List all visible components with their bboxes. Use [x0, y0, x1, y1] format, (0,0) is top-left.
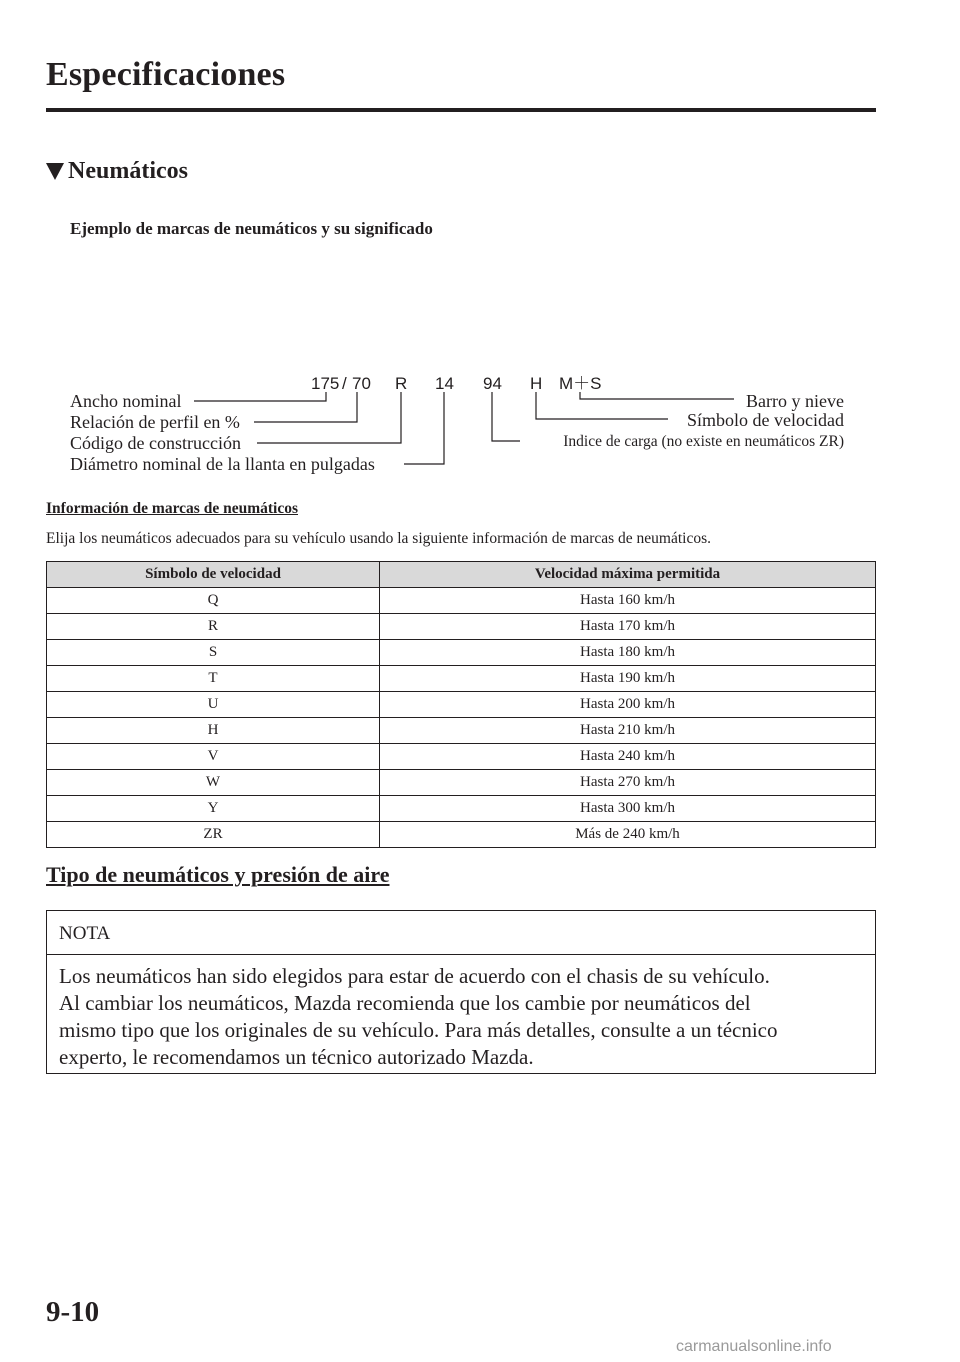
leader-relacion — [254, 392, 357, 422]
info-text: Elija los neumáticos adecuados para su vehículo usando la siguiente información de marcas de neumáticos. — [46, 530, 711, 547]
section-title-text: Neumáticos — [68, 158, 188, 184]
code-ms: M＋S — [559, 374, 602, 393]
table-cell-symbol: Y — [47, 796, 380, 822]
label-indice-carga: Indice de carga (no existe en neumáticos ZR) — [563, 433, 844, 450]
leader-barro — [580, 392, 734, 399]
code-load: 94 — [483, 374, 502, 393]
label-simbolo-velocidad: Símbolo de velocidad — [687, 410, 844, 430]
page-header-title: Especificaciones — [46, 56, 286, 93]
table-cell-speed: Hasta 300 km/h — [380, 796, 876, 822]
note-line: Los neumáticos han sido elegidos para estar de acuerdo con el chasis de su vehículo. — [59, 964, 770, 988]
table-row — [47, 692, 876, 718]
watermark: carmanualsonline.info — [676, 1338, 832, 1355]
code-ratio: 70 — [352, 374, 371, 393]
note-divider — [47, 954, 875, 955]
table-cell-symbol: Q — [47, 588, 380, 614]
table-cell-symbol: ZR — [47, 822, 380, 848]
leader-indice — [492, 392, 520, 441]
header-rule — [46, 108, 876, 112]
leader-codigo — [257, 392, 401, 443]
code-speed: H — [530, 374, 543, 393]
label-ancho-nominal: Ancho nominal — [70, 391, 182, 411]
table-cell-symbol: T — [47, 666, 380, 692]
down-triangle-icon — [46, 163, 64, 180]
info-heading: Información de marcas de neumáticos — [46, 500, 298, 517]
code-construction: R — [395, 374, 408, 393]
table-header-max-speed: Velocidad máxima permitida — [380, 562, 876, 588]
table-row — [47, 640, 876, 666]
table-row — [47, 770, 876, 796]
table-cell-symbol: R — [47, 614, 380, 640]
tipo-heading: Tipo de neumáticos y presión de aire — [46, 862, 390, 887]
table-row — [47, 796, 876, 822]
table-cell-speed: Hasta 210 km/h — [380, 718, 876, 744]
table-row — [47, 614, 876, 640]
label-relacion-perfil: Relación de perfil en % — [70, 412, 240, 432]
label-barro-nieve: Barro y nieve — [746, 391, 844, 411]
table-cell-speed: Más de 240 km/h — [380, 822, 876, 848]
table-cell-speed: Hasta 200 km/h — [380, 692, 876, 718]
table-cell-speed: Hasta 160 km/h — [380, 588, 876, 614]
leader-ancho — [194, 392, 326, 401]
label-codigo-construccion: Código de construcción — [70, 433, 241, 453]
note-line: mismo tipo que los originales de su vehículo. Para más detalles, consulte a un técnico — [59, 1018, 778, 1042]
example-title: Ejemplo de marcas de neumáticos y su significado — [70, 219, 433, 238]
code-diameter: 14 — [435, 374, 454, 393]
table-cell-symbol: S — [47, 640, 380, 666]
note-body — [59, 963, 859, 1071]
note-line: experto, le recomendamos un técnico autorizado Mazda. — [59, 1045, 534, 1069]
speed-symbol-table — [46, 561, 876, 848]
table-cell-speed: Hasta 240 km/h — [380, 744, 876, 770]
table-cell-symbol: H — [47, 718, 380, 744]
table-row — [47, 718, 876, 744]
note-line: Al cambiar los neumáticos, Mazda recomienda que los cambie por neumáticos del — [59, 991, 751, 1015]
table-cell-symbol: U — [47, 692, 380, 718]
table-header-row — [47, 562, 876, 588]
table-cell-speed: Hasta 170 km/h — [380, 614, 876, 640]
label-diametro-nominal: Diámetro nominal de la llanta en pulgadas — [70, 454, 375, 474]
section-title — [46, 158, 188, 185]
note-box — [46, 910, 876, 1074]
table-row — [47, 588, 876, 614]
table-row — [47, 822, 876, 848]
table-row — [47, 744, 876, 770]
table-row — [47, 666, 876, 692]
page-number: 9-10 — [46, 1296, 100, 1328]
code-slash: / — [342, 374, 347, 393]
table-header-symbol: Símbolo de velocidad — [47, 562, 380, 588]
code-width: 175 — [311, 374, 340, 393]
table-cell-symbol: V — [47, 744, 380, 770]
tire-marking-diagram — [0, 360, 960, 480]
table-cell-speed: Hasta 180 km/h — [380, 640, 876, 666]
note-title: NOTA — [59, 923, 111, 944]
leader-simbolo — [536, 392, 668, 419]
table-cell-speed: Hasta 270 km/h — [380, 770, 876, 796]
table-cell-speed: Hasta 190 km/h — [380, 666, 876, 692]
leader-diametro — [404, 392, 444, 464]
table-cell-symbol: W — [47, 770, 380, 796]
